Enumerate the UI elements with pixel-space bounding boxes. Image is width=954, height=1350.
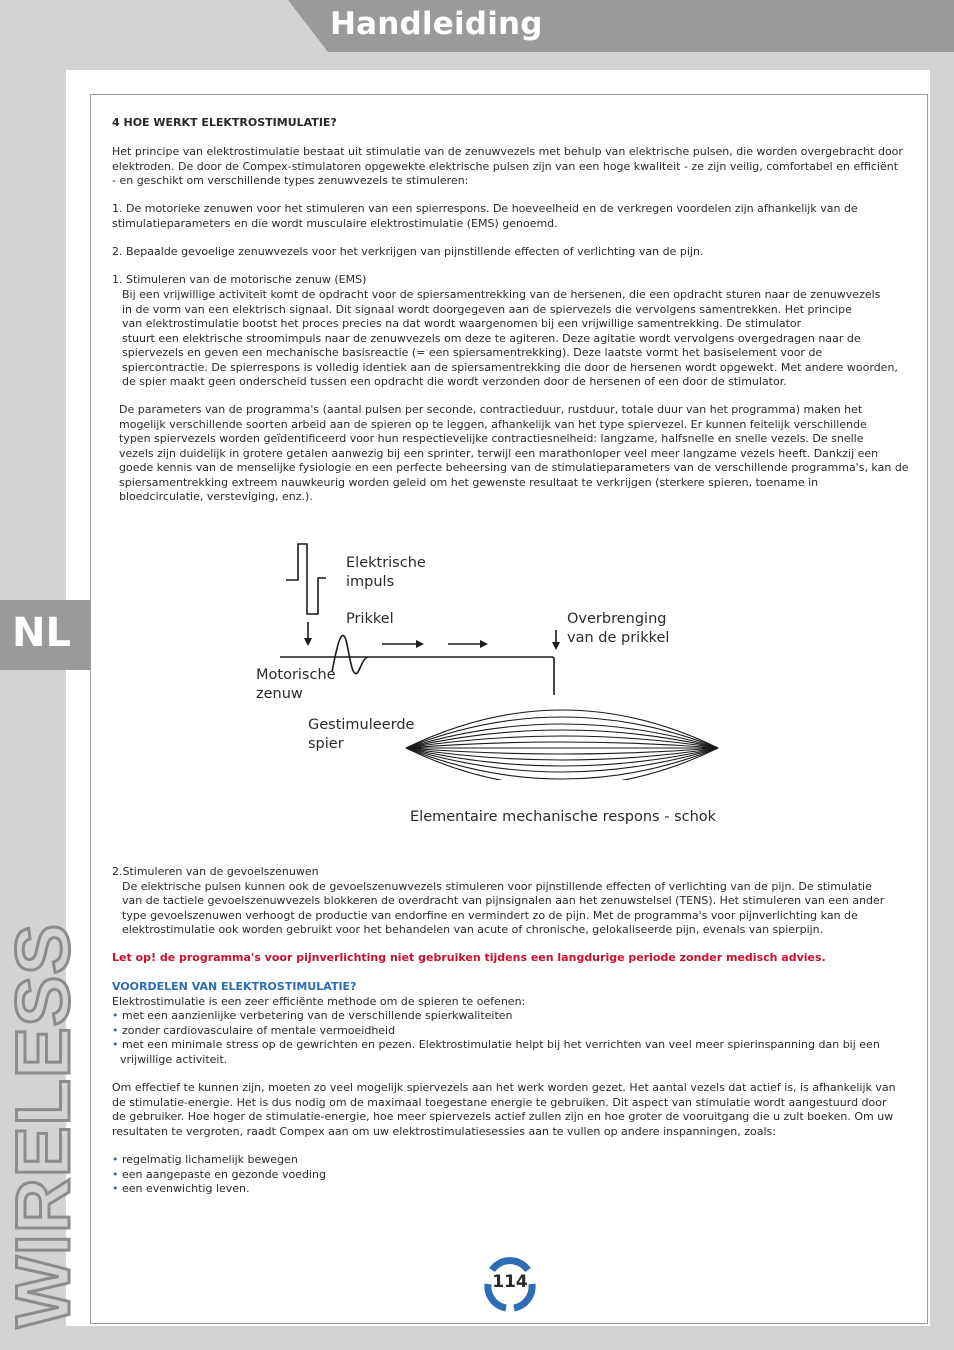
muscle-label [308, 716, 414, 754]
list-item: • een evenwichtig leven. [112, 1182, 250, 1197]
page-number: 114 [492, 1272, 528, 1292]
text-line: in de vorm van een elektrisch signaal. Dit signaal wordt doorgegeven aan de spiervezels die vervolgens samentrekken. Het principe [122, 302, 852, 316]
page-title: Handleiding [330, 6, 543, 42]
advantages-intro: Elektrostimulatie is een zeer efficiënte methode om de spieren te oefenen: [112, 994, 526, 1008]
text-line: elektroden. De door de Compex-stimulatoren opgewekte elektrische pulsen zijn van een hoge kwaliteit - ze zijn veilig, comfortabel en efficiënt [112, 159, 899, 173]
text-line: Het principe van elektrostimulatie bestaat uit stimulatie van de zenuwvezels met behulp van elektrische pulsen, die worden overgebracht door [112, 145, 903, 158]
text-line: type gevoelszenuwen verhoogt de productie van endorfine en vermindert zo de pijn. Met de programma's voor pijnverlichting kan de [122, 908, 858, 922]
label-line: van de prikkel [567, 630, 670, 646]
transfer-label [567, 610, 669, 648]
advantages-title: VOORDELEN VAN ELEKTROSTIMULATIE? [112, 980, 357, 993]
label-line: Gestimuleerde [308, 717, 415, 733]
diagram-caption: Elementaire mechanische respons - schok [410, 809, 717, 825]
text-line: - en geschikt om verschillende types zenuwvezels te stimuleren: [112, 174, 469, 187]
sensory-title: 2.Stimuleren van de gevoelszenuwen [112, 865, 319, 878]
muscle-fibers [406, 710, 718, 780]
text-line: spiersamentrekking extreem nauwkeurig worden geleid om het gewenste resultaat te verkrijgen (sterkere spieren, toename in [119, 475, 819, 489]
ems-title: 1. Stimuleren van de motorische zenuw (EMS) [112, 273, 367, 286]
label-line: Elektrische [346, 555, 426, 571]
list-item: • zonder cardiovasculaire of mentale vermoeidheid [112, 1024, 395, 1039]
list-item: • met een minimale stress op de gewrichten en pezen. Elektrostimulatie helpt bij het verrichten van veel meer spierinspanning dan bij een [112, 1038, 880, 1053]
warning-text: Let op! de programma's voor pijnverlichting niet gebruiken tijdens een langdurige periode zonder medisch advies. [112, 951, 826, 964]
action-potential [332, 635, 368, 673]
label-line: Overbrenging [567, 611, 667, 627]
text-line: vezels zijn duidelijk in grotere getalen aanwezig bij een sprinter, terwijl een marathonloper veel meer langzame vezels heeft. Dankzij een [119, 446, 879, 460]
text-line: spiercontractie. De spierrespons is volledig identiek aan de spiersamentrekking die door de hersenen wordt opgewekt. Met andere woorden, [122, 360, 898, 374]
brand-logo: WIRELESS [1, 923, 86, 1328]
sensory-nerve-paragraph: 2. Bepaalde gevoelige zenuwvezels voor het verkrijgen van pijnstillende effecten of verlichting van de pijn. [112, 245, 704, 258]
text-line: Om effectief te kunnen zijn, moeten zo veel mogelijk spiervezels aan het werk worden gezet. Het aantal vezels dat actief is, is afhankelijk van [112, 1081, 896, 1094]
text-line: typen spiervezels worden geïdentificeerd voor hun respectievelijke contractiesnelheid: langzame, halfsnelle en snelle vezels. De snelle [119, 432, 864, 445]
transfer-arrow-head [552, 642, 560, 650]
text-line: stuurt een elektrische stroomimpuls naar de zenuwvezels om deze te agiteren. Deze agitatie wordt vervolgens overgedragen naar de [122, 331, 861, 345]
list-item: • regelmatig lichamelijk bewegen [112, 1153, 298, 1168]
impulse-label [346, 554, 426, 592]
list-item: • een aangepaste en gezonde voeding [112, 1168, 326, 1183]
text-line: van elektrostimulatie bootst het proces precies na dat wordt waargenomen bij een vrijwillige samentrekking. De stimulator [122, 317, 802, 330]
text-line: elektrostimulatie ook worden gebruikt voor het behandelen van acute of chronische, gelokaliseerde pijn, evenals van spierpijn. [122, 923, 824, 936]
text-line: resultaten te vergroten, raadt Compex aan om uw elektrostimulatiesessies aan te vullen op andere inspanningen, zoals: [112, 1124, 776, 1138]
text-line: stimulatieparameters en die wordt musculaire elektrostimulatie (EMS) genoemd. [112, 216, 558, 230]
nerve-label [256, 666, 336, 704]
text-line: Bij een vrijwillige activiteit komt de opdracht voor de spiersamentrekking van de hersenen, die een opdracht sturen naar de zenuwvezels [122, 288, 881, 301]
impulse-arrow-head [304, 638, 312, 646]
text-line: de spier maakt geen onderscheid tussen een opdracht die wordt verzonden door de hersenen of een door de stimulator. [122, 375, 787, 388]
text-line: mogelijk verschillende soorten arbeid aan de spieren op te leggen, afhankelijk van het type spiervezel. Er kunnen feitelijk verschillende [119, 417, 867, 431]
label-line: spier [308, 736, 344, 752]
label-line: zenuw [256, 686, 303, 702]
text-line: de gebruiker. Hoe hoger de stimulatie-energie, hoe meer spiervezels actief zullen zijn en hoe groter de vooruitgang die u zult boeken. Om uw [112, 1110, 894, 1123]
right-strip [930, 70, 954, 1350]
impulse-waveform [286, 544, 326, 614]
text-line: De parameters van de programma's (aantal pulsen per seconde, contractieduur, rustduur, totale duur van het programma) maken het [119, 403, 863, 416]
text-line: de stimulatie-energie. Het is dus nodig om de maximaal toegestane energie te gebruiken. Dit aspect van stimulatie wordt aangestuurd door [112, 1095, 887, 1109]
text-line: De elektrische pulsen kunnen ook de gevoelszenuwvezels stimuleren voor pijnstillende effecten of verlichting van de pijn. De stimulatie [122, 879, 872, 893]
label-line: impuls [346, 574, 395, 590]
section-heading: 4 HOE WERKT ELEKTROSTIMULATIE? [112, 116, 337, 129]
top-strip [66, 52, 954, 70]
text-line: bloedcirculatie, versteviging, enz.). [119, 490, 313, 503]
language-label: NL [12, 610, 71, 656]
stimulus-label: Prikkel [346, 611, 394, 627]
text-line: van de tactiele gevoelszenuwvezels blokkeren de overdracht van pijnsignalen aan het zenuwstelsel (TENS). Het stimuleren van een ander [122, 894, 885, 907]
text-line: goede kennis van de menselijke fysiologie en een perfecte beheersing van de stimulatieparameters van de verschillende programma's, kan de [119, 461, 909, 474]
propagation-arrow-head-2 [480, 640, 488, 648]
list-item: • met een aanzienlijke verbetering van de verschillende spierkwaliteiten [112, 1009, 513, 1024]
label-line: Motorische [256, 667, 336, 683]
list-item-continuation: vrijwillige activiteit. [120, 1052, 228, 1066]
propagation-arrow-head-1 [416, 640, 424, 648]
bottom-strip [66, 1326, 954, 1350]
text-line: spiervezels en geven een mechanische basisreactie (= een spiersamentrekking). Deze laatste vormt het basiselement voor de [122, 346, 823, 359]
text-line: 1. De motorieke zenuwen voor het stimuleren van een spierrespons. De hoeveelheid en de verkregen voordelen zijn afhankelijk van de [112, 202, 858, 215]
